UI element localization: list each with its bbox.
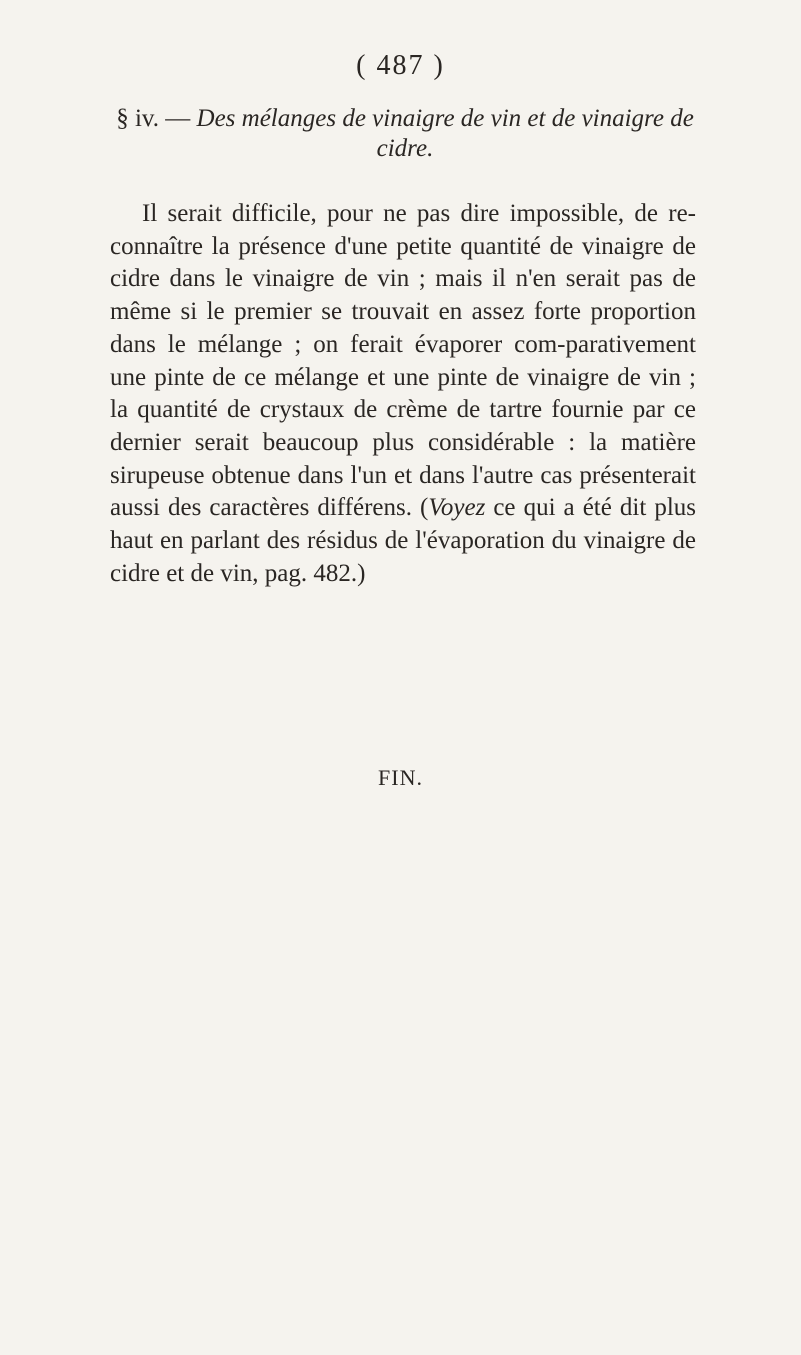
- body-paragraph: [110, 198, 696, 590]
- paragraph-text-end: ce qui a été dit plus haut en parlant des résidus de l'évaporation du vinaigre de cidre et de vin, pag. 482.): [110, 494, 696, 587]
- section-mark: § iv. —: [116, 105, 197, 132]
- end-mark: FIN.: [378, 765, 423, 790]
- paragraph-italic-reference: Voyez: [428, 494, 486, 522]
- paragraph-text-start: Il serait difficile, pour ne pas dire impossible, de re-connaître la présence d'une petite quantité de vinaigre de cidre dans le vinaigre de vin ; mais il n'en serait pas de même si le premier se trouvait en assez forte proportion dans le mélange ; on ferait évaporer com-parativement une pinte de ce mélange et une pinte de vinaigre de vin ; la quantité de crystaux de crème de tartre fournie par ce dernier serait beaucoup plus considérable : la matière sirupeuse obtenue dans l'un et dans l'autre cas présenterait aussi des caractères différens. (: [110, 200, 696, 522]
- section-title: Des mélanges de vinaigre de vin et de vinaigre de cidre.: [196, 105, 694, 162]
- page-number: ( 487 ): [356, 50, 445, 81]
- section-heading: [110, 104, 700, 164]
